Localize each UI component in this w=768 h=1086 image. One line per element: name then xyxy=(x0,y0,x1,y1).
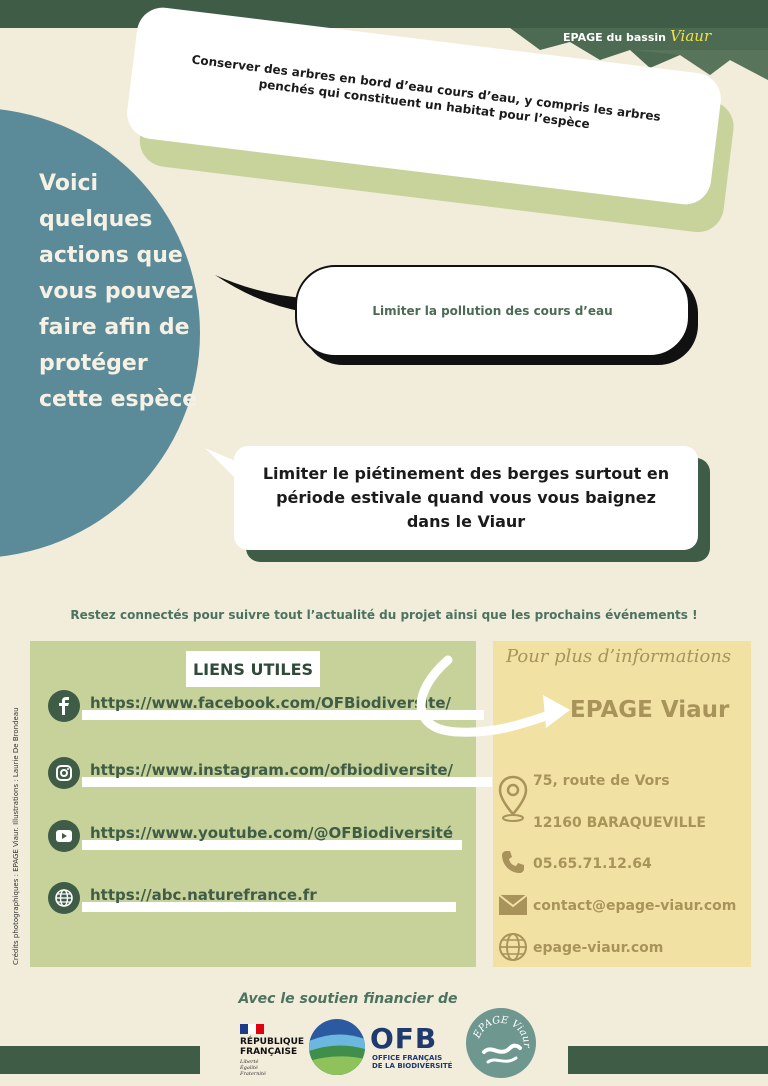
globe-icon xyxy=(48,882,80,914)
info-heading: Pour plus d’informations xyxy=(506,646,732,667)
epage-viaur-badge xyxy=(466,1008,536,1078)
french-flag-icon xyxy=(240,1024,264,1034)
header-brand xyxy=(563,27,711,45)
links-title: LIENS UTILES xyxy=(186,651,320,687)
phone-icon xyxy=(497,846,529,878)
republique-francaise-logo xyxy=(240,1024,304,1077)
bottom-bar-left xyxy=(0,1046,200,1074)
bubble-berges xyxy=(234,446,698,550)
youtube-icon xyxy=(48,820,80,852)
epage-badge-text: EPAGE Viaur xyxy=(471,1014,533,1048)
link-instagram[interactable]: https://www.instagram.com/ofbiodiversite/ xyxy=(90,761,454,779)
phone-number[interactable]: 05.65.71.12.64 xyxy=(533,856,652,872)
link-facebook[interactable]: https://www.facebook.com/OFBiodiversite/ xyxy=(90,694,451,712)
bubble-pollution-text: Limiter la pollution des cours d’eau xyxy=(295,265,690,357)
header-brand-script: Viaur xyxy=(669,27,712,45)
link-website[interactable]: https://abc.naturefrance.fr xyxy=(90,886,317,904)
location-pin-icon xyxy=(497,773,529,823)
envelope-icon xyxy=(497,889,529,921)
svg-text:EPAGE Viaur xyxy=(471,1015,532,1049)
bubble-trees-text: Conserver des arbres en bord d’eau cours d’eau, y compris les arbres penchés qui constituent un habitat pour l’espèce xyxy=(124,5,724,208)
rf-motto: Liberté Égalité Fraternité xyxy=(240,1059,266,1077)
header-brand-text: EPAGE du bassin xyxy=(563,31,666,44)
instagram-icon xyxy=(48,757,80,789)
website-link[interactable]: epage-viaur.com xyxy=(533,940,664,956)
email-address[interactable]: contact@epage-viaur.com xyxy=(533,898,737,914)
ofb-logo-text: OFB xyxy=(370,1022,438,1055)
facebook-icon xyxy=(48,690,80,722)
ofb-subtitle: OFFICE FRANÇAIS DE LA BIODIVERSITÉ xyxy=(372,1054,453,1070)
photo-credits: Crédits photographiques : EPAGE Viaur. Illustrations : Laurie De Brondeau xyxy=(12,707,20,965)
arrow-decor xyxy=(408,650,578,745)
rf-name: RÉPUBLIQUE FRANÇAISE xyxy=(240,1037,305,1057)
globe-icon xyxy=(497,931,529,963)
funding-heading: Avec le soutien financier de xyxy=(238,991,458,1007)
bubble-berges-text: Limiter le piétinement des berges surtout en période estivale quand vous vous baignez dans le Viaur xyxy=(234,446,698,550)
address-line-1: 75, route de Vors xyxy=(533,773,670,789)
bottom-bar-right xyxy=(568,1046,768,1074)
link-youtube[interactable]: https://www.youtube.com/@OFBiodiversité xyxy=(90,824,453,842)
intro-heading: Voici quelques actions que vous pouvez faire afin de protéger cette espèce xyxy=(39,171,198,412)
info-name: EPAGE Viaur xyxy=(570,697,730,723)
bubble-pollution xyxy=(295,265,690,357)
ofb-emblem xyxy=(309,1019,365,1075)
connect-banner: Restez connectés pour suivre tout l’actualité du projet ainsi que les prochains événements ! xyxy=(70,608,698,622)
address-line-2: 12160 BARAQUEVILLE xyxy=(533,815,706,831)
